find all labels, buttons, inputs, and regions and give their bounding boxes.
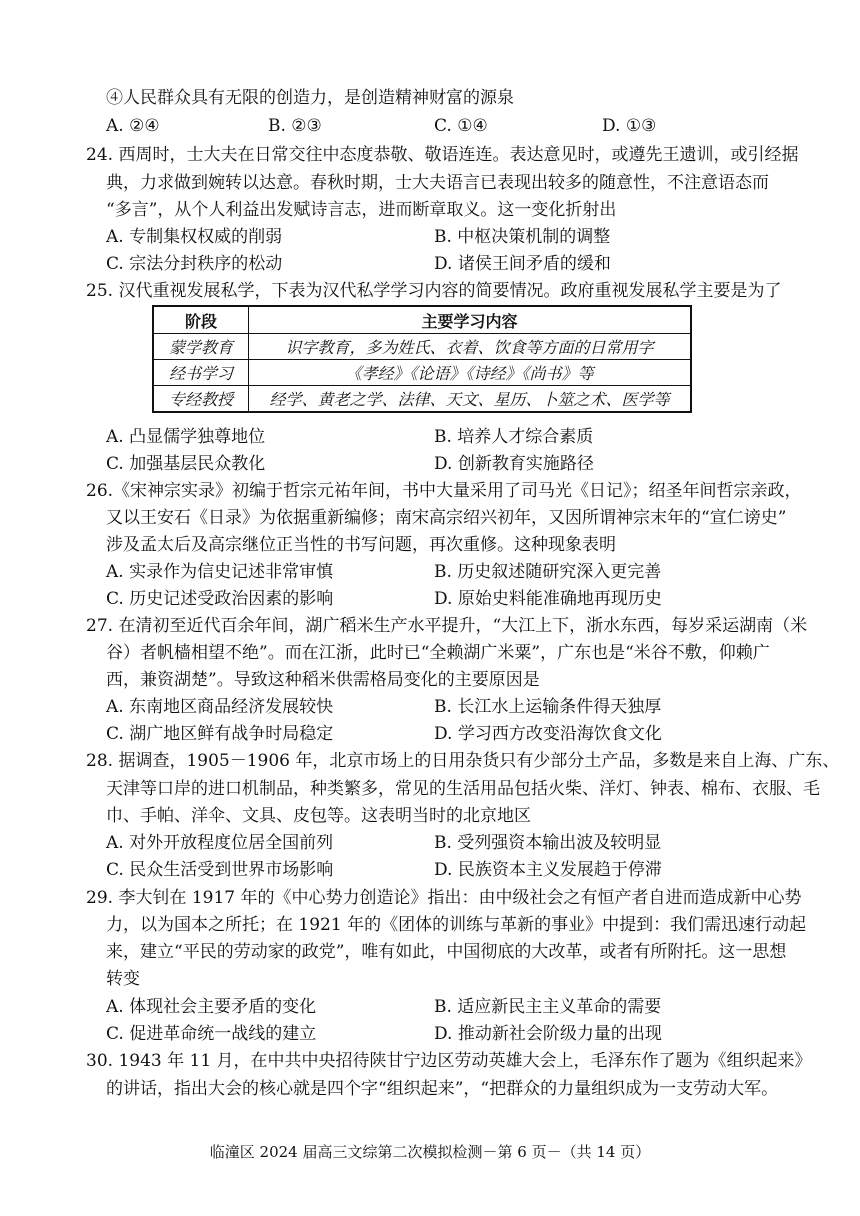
q24-options-row-1 <box>106 225 806 249</box>
q29-stem-line-2: 力，以为国本之所托；在 1921 年的《团体的训练与革新的事业》中提到：我们需迅速行动起 <box>106 915 807 935</box>
q24-stem-line-1: 24. 西周时，士大夫在日常交往中态度恭敬、敬语连连。表达意见时，或遵先王遗训，或引经据 <box>86 145 799 165</box>
q29-options-row-1 <box>106 995 806 1019</box>
q27-stem-line-1: 27. 在清初至近代百余年间，湖广稻米生产水平提升，“大江上下，浙水东西，每岁采运湖南（米 <box>86 616 808 636</box>
q24-option-b[interactable]: B. 中枢决策机制的调整 <box>434 227 611 247</box>
prev-option-c[interactable]: C. ①④ <box>434 116 488 136</box>
prev-option-b[interactable]: B. ②③ <box>268 116 322 136</box>
q27-options-row-1 <box>106 695 806 719</box>
prev-item-4: ④人民群众具有无限的创造力，是创造精神财富的源泉 <box>106 88 514 108</box>
table-row <box>153 334 691 360</box>
q24-stem-line-2: 典，力求做到婉转以达意。春秋时期，士大夫语言已表现出较多的随意性，不注意语态而 <box>106 173 769 193</box>
q26-option-a[interactable]: A. 实录作为信史记述非常审慎 <box>106 562 334 582</box>
q29-option-a[interactable]: A. 体现社会主要矛盾的变化 <box>106 997 317 1017</box>
q30-stem-line-2: 的讲话，指出大会的核心就是四个字“组织起来”，“把群众的力量组织成为一支劳动大军。 <box>106 1079 779 1099</box>
table-cell-stage: 专经教授 <box>153 386 249 413</box>
q29-option-b[interactable]: B. 适应新民主主义革命的需要 <box>434 997 662 1017</box>
q25-option-c[interactable]: C. 加强基层民众教化 <box>106 454 266 474</box>
q29-stem-line-1: 29. 李大钊在 1917 年的《中心势力创造论》指出：由中级社会之有恒产者自进而造成新中心势 <box>86 888 802 908</box>
q29-option-d[interactable]: D. 推动新社会阶级力量的出现 <box>434 1024 662 1044</box>
q28-stem-line-3: 巾、手帕、洋伞、文具、皮包等。这表明当时的北京地区 <box>106 806 531 826</box>
q24-option-a[interactable]: A. 专制集权权威的削弱 <box>106 227 283 247</box>
q26-stem-line-2: 又以王安石《日录》为依据重新编修；南宋高宗绍兴初年，又因所谓神宗末年的“宣仁谤史” <box>106 508 787 528</box>
q25-option-a[interactable]: A. 凸显儒学独尊地位 <box>106 427 266 447</box>
q26-options-row-1 <box>106 560 806 584</box>
q26-option-c[interactable]: C. 历史记述受政治因素的影响 <box>106 589 334 609</box>
table-cell-stage: 经书学习 <box>153 360 249 386</box>
q28-stem-line-2: 天津等口岸的进口机制品，种类繁多，常见的生活用品包括火柴、洋灯、钟表、棉布、衣服、毛 <box>106 779 820 799</box>
q25-option-b[interactable]: B. 培养人才综合素质 <box>434 427 594 447</box>
q28-option-d[interactable]: D. 民族资本主义发展趋于停滞 <box>434 860 662 880</box>
q25-options-row-1 <box>106 425 806 449</box>
q25-option-d[interactable]: D. 创新教育实施路径 <box>434 454 594 474</box>
q29-options-row-2 <box>106 1022 806 1046</box>
q24-stem-line-3: “多言”，从个人利益出发赋诗言志，进而断章取义。这一变化折射出 <box>106 200 617 220</box>
table-cell-content: 识字教育，多为姓氏、衣着、饮食等方面的日常用字 <box>249 334 692 360</box>
prev-option-d[interactable]: D. ①③ <box>602 116 657 136</box>
table-cell-stage: 蒙学教育 <box>153 334 249 360</box>
q24-options-row-2 <box>106 252 806 276</box>
q27-option-b[interactable]: B. 长江水上运输条件得天独厚 <box>434 697 662 717</box>
prev-option-a[interactable]: A. ②④ <box>106 116 160 136</box>
q26-option-d[interactable]: D. 原始史料能准确地再现历史 <box>434 589 662 609</box>
q26-options-row-2 <box>106 587 806 611</box>
q28-options-row-2 <box>106 858 806 882</box>
prev-options <box>106 114 806 138</box>
q26-stem-line-3: 涉及孟太后及高宗继位正当性的书写问题，再次重修。这种现象表明 <box>106 535 616 555</box>
q24-option-c[interactable]: C. 宗法分封秩序的松动 <box>106 254 283 274</box>
q28-options-row-1 <box>106 831 806 855</box>
q27-stem-line-3: 西，兼资湖楚”。导致这种稻米供需格局变化的主要原因是 <box>106 670 540 690</box>
q28-option-c[interactable]: C. 民众生活受到世界市场影响 <box>106 860 334 880</box>
table-header-row <box>153 306 691 334</box>
q29-option-c[interactable]: C. 促进革命统一战线的建立 <box>106 1024 317 1044</box>
q26-option-b[interactable]: B. 历史叙述随研究深入更完善 <box>434 562 662 582</box>
q27-options-row-2 <box>106 722 806 746</box>
q26-stem-line-1: 26.《宋神宗实录》初编于哲宗元祐年间，书中大量采用了司马光《日记》；绍圣年间哲宗亲政， <box>86 481 802 501</box>
table-header-stage: 阶段 <box>153 306 249 334</box>
table-row <box>153 360 691 386</box>
q25-table <box>152 305 692 413</box>
q28-option-a[interactable]: A. 对外开放程度位居全国前列 <box>106 833 334 853</box>
table-cell-content: 《孝经》《论语》《诗经》《尚书》等 <box>249 360 692 386</box>
q28-stem-line-1: 28. 据调查，1905－1906 年，北京市场上的日用杂货只有少部分土产品，多数是来自上海、广东、 <box>86 751 840 771</box>
q29-stem-line-3: 来，建立“平民的劳动家的政党”，唯有如此，中国彻底的大改革，或者有所附托。这一思想 <box>106 942 787 962</box>
page-footer: 临潼区 2024 届高三文综第二次模拟检测－第 6 页－（共 14 页） <box>209 1143 651 1161</box>
table-header-content: 主要学习内容 <box>249 306 692 334</box>
q27-option-d[interactable]: D. 学习西方改变沿海饮食文化 <box>434 724 662 744</box>
q30-stem-line-1: 30. 1943 年 11 月，在中共中央招待陕甘宁边区劳动英雄大会上，毛泽东作了题为《组织起来》 <box>86 1051 812 1071</box>
q25-options-row-2 <box>106 452 806 476</box>
q28-option-b[interactable]: B. 受列强资本输出波及较明显 <box>434 833 662 853</box>
q27-option-c[interactable]: C. 湖广地区鲜有战争时局稳定 <box>106 724 334 744</box>
table-cell-content: 经学、黄老之学、法律、天文、星历、卜筮之术、医学等 <box>249 386 692 413</box>
q25-stem: 25. 汉代重视发展私学，下表为汉代私学学习内容的简要情况。政府重视发展私学主要是为了 <box>86 281 782 301</box>
q27-stem-line-2: 谷）者帆樯相望不绝”。而在江浙，此时已“全赖湖广米粟”，广东也是“米谷不敷，仰赖广 <box>106 643 770 663</box>
table-row <box>153 386 691 413</box>
q29-stem-line-4: 转变 <box>106 969 140 989</box>
q27-option-a[interactable]: A. 东南地区商品经济发展较快 <box>106 697 334 717</box>
q24-option-d[interactable]: D. 诸侯王间矛盾的缓和 <box>434 254 611 274</box>
